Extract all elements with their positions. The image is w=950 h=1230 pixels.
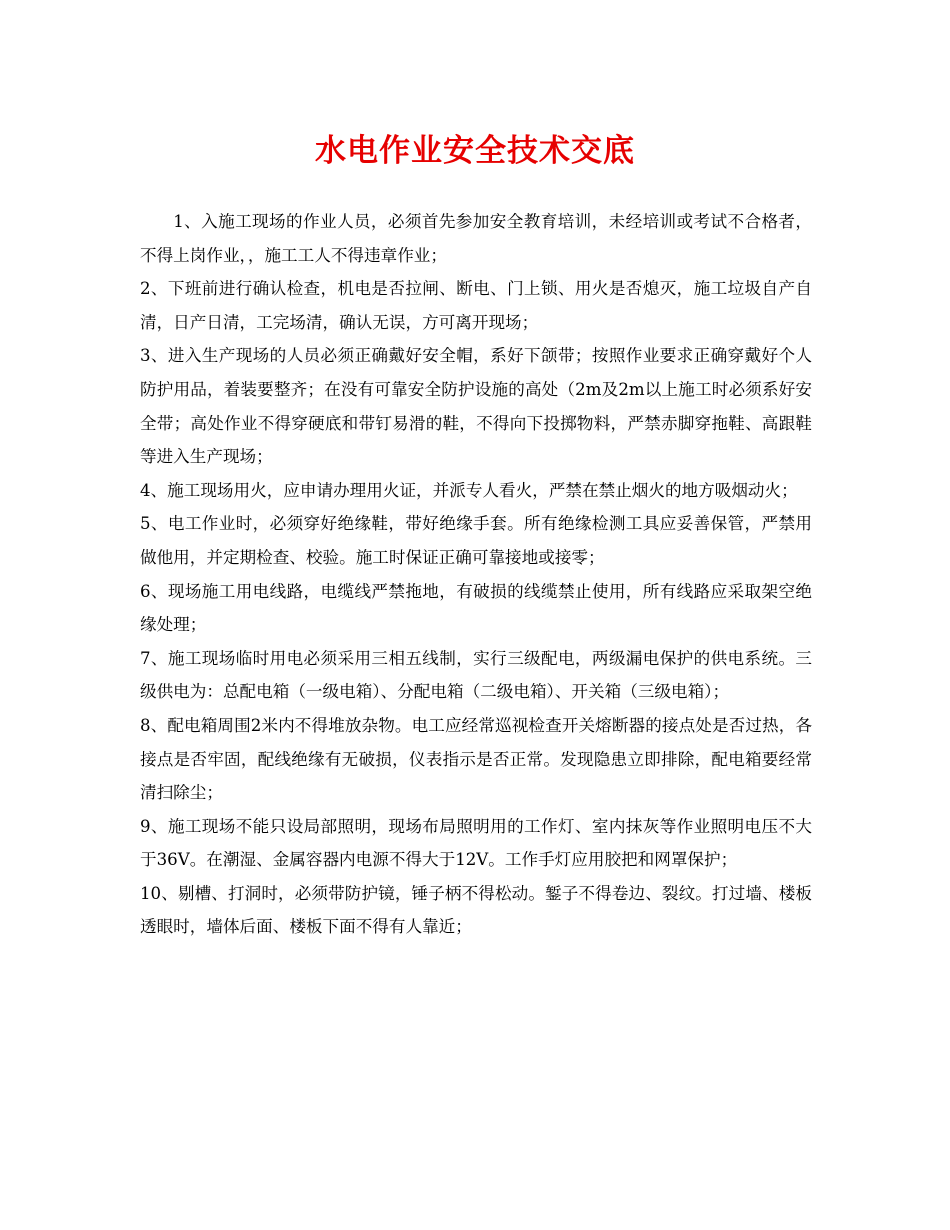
paragraph-3: 3、进入生产现场的人员必须正确戴好安全帽，系好下颌带；按照作业要求正确穿戴好个人防护用品，着装要整齐；在没有可靠安全防护设施的高处（2m及2m以上施工时必须系好安全带；高处作业不得穿硬底和带钉易滑的鞋，不得向下投掷物料，严禁赤脚穿拖鞋、高跟鞋等进入生产现场； <box>140 346 812 467</box>
paragraph-2: 2、下班前进行确认检查，机电是否拉闸、断电、门上锁、用火是否熄灭，施工垃圾自产自清，日产日清，工完场清，确认无误，方可离开现场； <box>140 279 812 332</box>
paragraph-6: 6、现场施工用电线路，电缆线严禁拖地，有破损的线缆禁止使用，所有线路应采取架空绝缘处理； <box>140 581 812 635</box>
paragraph-5: 5、电工作业时，必须穿好绝缘鞋，带好绝缘手套。所有绝缘检测工具应妥善保管，严禁用做他用，并定期检查、校验。施工时保证正确可靠接地或接零； <box>140 514 812 567</box>
paragraph-8: 8、配电箱周围2米内不得堆放杂物。电工应经常巡视检查开关熔断器的接点处是否过热，各接点是否牢固，配线绝缘有无破损，仪表指示是否正常。发现隐患立即排除，配电箱要经常清扫除尘； <box>140 715 812 803</box>
paragraph-4: 4、施工现场用火，应申请办理用火证，并派专人看火，严禁在禁止烟火的地方吸烟动火； <box>140 480 798 500</box>
page-title: 水电作业安全技术交底 <box>315 133 635 169</box>
paragraph-10: 10、剔槽、打洞时，必须带防护镜，锤子柄不得松动。錾子不得卷边、裂纹。打过墙、楼板透眼时，墙体后面、楼板下面不得有人靠近； <box>140 883 812 937</box>
document-body <box>140 205 812 944</box>
paragraph-9: 9、施工现场不能只设局部照明，现场布局照明用的工作灯、室内抹灰等作业照明电压不大于36V。在潮湿、金属容器内电源不得大于12V。工作手灯应用胶把和网罩保护； <box>140 816 812 870</box>
paragraph-7: 7、施工现场临时用电必须采用三相五线制，实行三级配电，两级漏电保护的供电系统。三级供电为：总配电箱（一级电箱）、分配电箱（二级电箱）、开关箱（三级电箱）； <box>140 648 812 702</box>
paragraph-1: 1、入施工现场的作业人员，必须首先参加安全教育培训，未经培训或考试不合格者，不得上岗作业，，施工工人不得违章作业； <box>140 212 812 265</box>
